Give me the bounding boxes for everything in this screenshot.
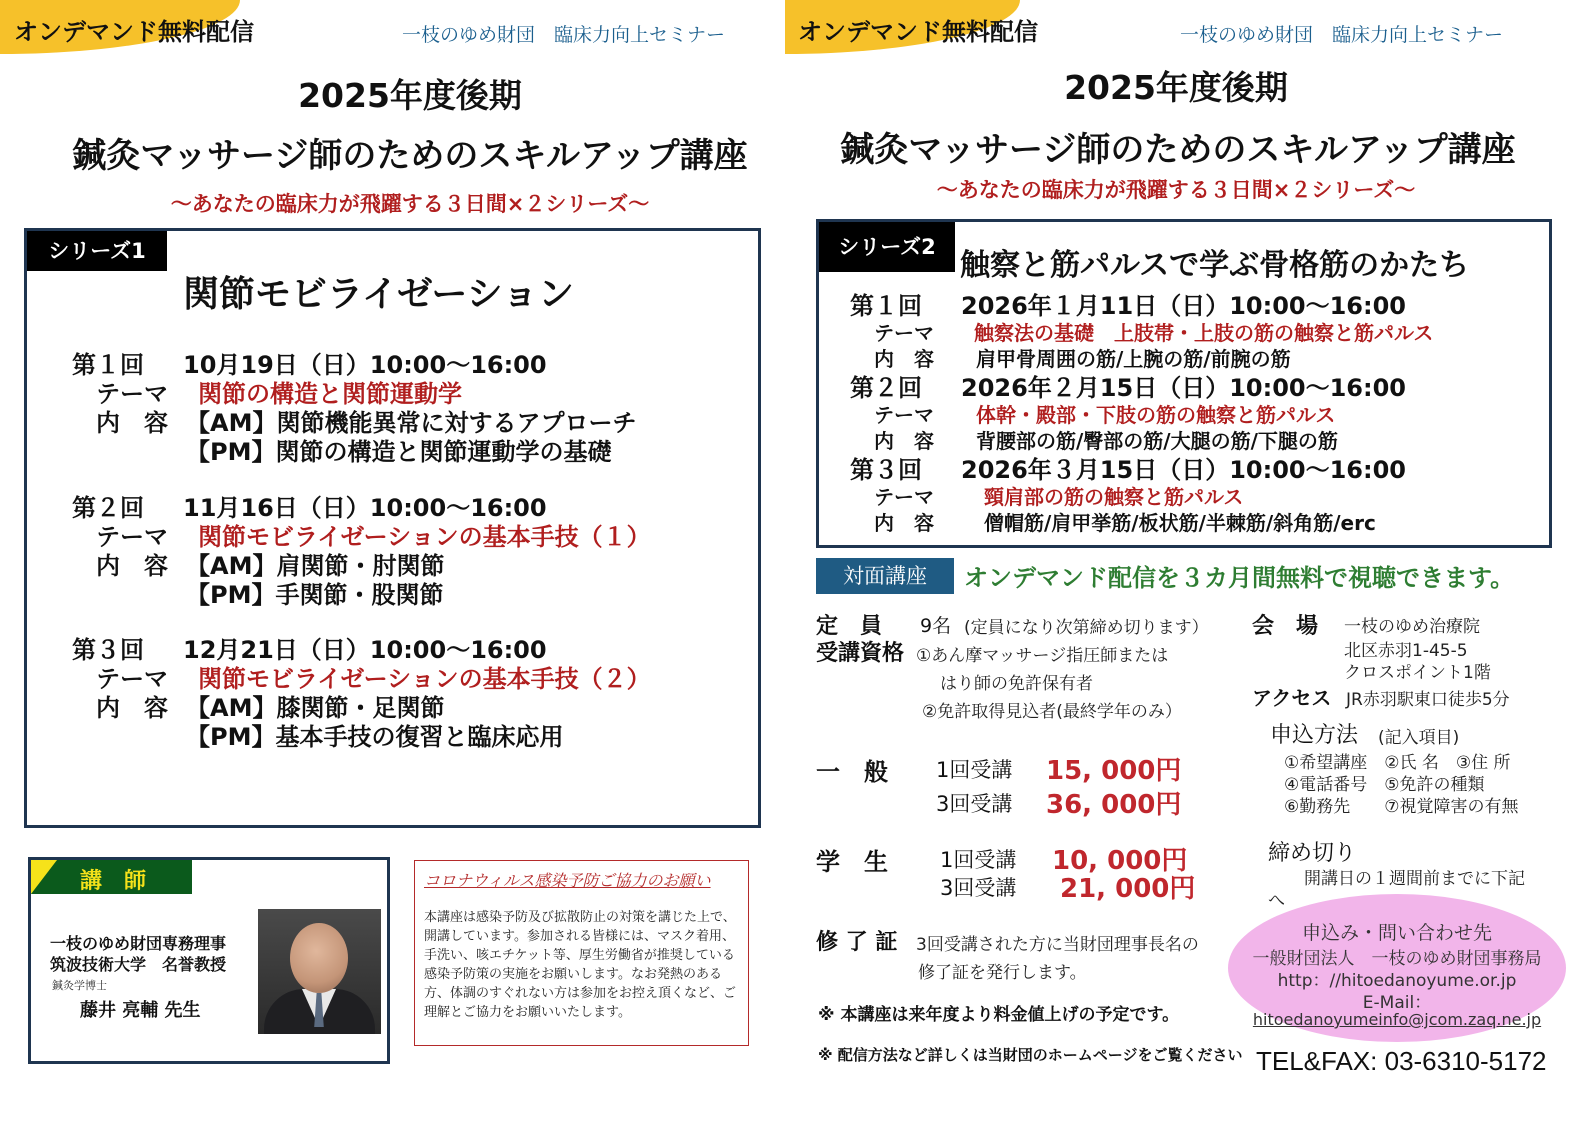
session-pm: 【PM】関節の構造と関節運動学の基礎 <box>186 438 612 466</box>
apply-label: 申込方法 <box>1270 723 1359 748</box>
general-thrice-label: 3回受講 <box>936 792 1013 816</box>
capacity-value: 9名 <box>920 615 952 637</box>
venue-3: クロスポイント1階 <box>1344 663 1491 683</box>
lecturer-label: 講 師 <box>80 869 147 894</box>
session-am: 【AM】膝関節・足関節 <box>186 694 445 722</box>
contact-tel: TEL&FAX: 03-6310-5172 <box>1256 1046 1547 1076</box>
session-theme: 関節モビライゼーションの基本手技（１） <box>198 523 651 551</box>
left-year: 2025年度後期 <box>298 76 522 115</box>
right-title: 鍼灸マッサージ師のためのスキルアップ講座 <box>840 130 1516 170</box>
student-thrice-price: 21, 000円 <box>1060 874 1196 904</box>
student-thrice-label: 3回受講 <box>940 876 1017 900</box>
theme-label: テーマ <box>96 665 168 693</box>
session-date: 11月16日（日）10:00～16:00 <box>183 494 547 522</box>
ondemand-text: オンデマンド配信を３カ月間無料で視聴できます。 <box>964 564 1515 592</box>
content-label: 内 容 <box>96 552 168 580</box>
content-label: 内 容 <box>96 694 168 722</box>
session-date: 2026年１月11日（日）10:00～16:00 <box>961 292 1406 320</box>
left-org: 一枝のゆめ財団 臨床力向上セミナー <box>402 24 726 46</box>
price-note: ※ 本講座は来年度より料金値上げの予定です。 <box>818 1005 1180 1025</box>
venue-2: 北区赤羽1-45-5 <box>1344 641 1468 661</box>
contact-org: 一般財団法人 一枝のゆめ財団事務局 <box>1252 949 1542 969</box>
venue-1: 一枝のゆめ治療院 <box>1344 617 1480 637</box>
access-label: アクセス <box>1252 686 1332 710</box>
session-content: 僧帽筋/肩甲挙筋/板状筋/半棘筋/斜角筋/erc <box>984 511 1376 535</box>
deadline-label: 締め切り <box>1268 841 1357 866</box>
content-label: 内 容 <box>874 511 934 535</box>
session-theme: 触察法の基礎 上肢帯・上肢の筋の触察と筋パルス <box>974 321 1434 345</box>
contact-title: 申込み・問い合わせ先 <box>1301 922 1492 944</box>
certificate-text-1: 3回受講された方に当財団理事長名の <box>916 935 1199 955</box>
lecturer-degree: 鍼灸学博士 <box>52 979 107 992</box>
qualification-1b: はり師の免許保有者 <box>940 674 1093 694</box>
session-date: 2026年２月15日（日）10:00～16:00 <box>961 374 1406 402</box>
format-label: 対面講座 <box>816 558 954 594</box>
content-label: 内 容 <box>874 347 934 371</box>
session-am: 【AM】肩関節・肘関節 <box>186 552 445 580</box>
left-series-title: 関節モビライゼーション <box>183 274 574 315</box>
access-value: JR赤羽駅東口徒歩5分 <box>1346 690 1510 710</box>
lecturer-label-accent <box>31 860 57 894</box>
apply-items-2: ④電話番号 ⑤免許の種類 <box>1284 775 1485 795</box>
session-content: 背腰部の筋/臀部の筋/大腿の筋/下腿の筋 <box>976 429 1338 453</box>
session-content: 肩甲骨周囲の筋/上腕の筋/前腕の筋 <box>976 347 1291 371</box>
student-once-price: 10, 000円 <box>1052 846 1188 876</box>
session-theme: 関節モビライゼーションの基本手技（２） <box>198 665 651 693</box>
apply-items-1: ①希望講座 ②氏 名 ③住 所 <box>1284 753 1511 773</box>
qualification-1: ①あん摩マッサージ指圧師または <box>916 646 1169 666</box>
lecturer-line1: 一枝のゆめ財団専務理事 <box>50 934 227 953</box>
session-am: 【AM】関節機能異常に対するアプローチ <box>186 409 637 437</box>
lecturer-photo <box>258 909 381 1034</box>
theme-label: テーマ <box>96 380 168 408</box>
left-title: 鍼灸マッサージ師のためのスキルアップ講座 <box>72 136 748 176</box>
left-subtitle: ～あなたの臨床力が飛躍する３日間×２シリーズ～ <box>170 192 650 216</box>
capacity-note: (定員になり次第締め切ります） <box>964 618 1209 638</box>
right-org: 一枝のゆめ財団 臨床力向上セミナー <box>1180 24 1504 46</box>
session-no: 第３回 <box>72 636 144 664</box>
contact-email[interactable]: hitoedanoyumeinfo@jcom.zaq.ne.jp <box>1252 1010 1542 1029</box>
session-no: 第１回 <box>72 351 144 379</box>
left-series-tag: シリーズ1 <box>27 231 167 271</box>
session-no: 第１回 <box>850 292 922 320</box>
apply-items-3: ⑥勤務先 ⑦視覚障害の有無 <box>1284 797 1519 817</box>
session-no: 第３回 <box>850 456 922 484</box>
deadline-text: 開講日の１週間前までに下記 <box>1304 869 1525 889</box>
lecturer-name: 藤井 亮輔 先生 <box>80 1000 201 1021</box>
right-year: 2025年度後期 <box>1064 68 1288 107</box>
venue-label: 会 場 <box>1252 614 1319 639</box>
student-once-label: 1回受講 <box>940 848 1017 872</box>
session-theme: 関節の構造と関節運動学 <box>198 380 462 408</box>
apply-sub: (記入項目) <box>1378 728 1460 748</box>
qualification-label: 受講資格 <box>816 641 905 666</box>
lecturer-line2: 筑波技術大学 名誉教授 <box>50 955 227 974</box>
session-date: 2026年３月15日（日）10:00～16:00 <box>961 456 1406 484</box>
right-badge: オンデマンド無料配信 <box>798 18 1038 46</box>
session-date: 12月21日（日）10:00～16:00 <box>183 636 547 664</box>
session-no: 第２回 <box>72 494 144 522</box>
certificate-text-2: 修了証を発行します。 <box>918 963 1087 983</box>
general-thrice-price: 36, 000円 <box>1046 790 1182 820</box>
certificate-label: 修 了 証 <box>816 930 898 955</box>
student-label: 学 生 <box>816 848 888 876</box>
right-series-title: 触察と筋パルスで学ぶ骨格筋のかたち <box>960 248 1470 283</box>
general-once-price: 15, 000円 <box>1046 756 1182 786</box>
session-pm: 【PM】手関節・股関節 <box>186 581 444 609</box>
session-theme: 体幹・殿部・下肢の筋の触察と筋パルス <box>976 403 1336 427</box>
theme-label: テーマ <box>874 403 934 427</box>
notice-title: コロナウィルス感染予防ご協力のお願い <box>424 871 711 890</box>
general-label: 一 般 <box>816 758 888 786</box>
right-subtitle: ～あなたの臨床力が飛躍する３日間×２シリーズ～ <box>936 178 1416 202</box>
session-theme: 頸肩部の筋の触察と筋パルス <box>984 485 1244 509</box>
content-label: 内 容 <box>874 429 934 453</box>
left-badge: オンデマンド無料配信 <box>14 18 254 46</box>
right-series-tag: シリーズ2 <box>819 222 955 272</box>
contact-email-label: E-Mail： <box>1362 993 1432 1013</box>
session-pm: 【PM】基本手技の復習と臨床応用 <box>186 723 564 751</box>
deadline-text-2: へ <box>1268 891 1285 911</box>
theme-label: テーマ <box>874 321 934 345</box>
contact-url[interactable]: http：//hitoedanoyume.or.jp <box>1277 971 1517 991</box>
theme-label: テーマ <box>874 485 934 509</box>
general-once-label: 1回受講 <box>936 758 1013 782</box>
content-label: 内 容 <box>96 409 168 437</box>
qualification-2: ②免許取得見込者(最終学年のみ） <box>922 702 1182 722</box>
notice-body: 本講座は感染予防及び拡散防止の対策を講じた上で、開講しています。参加される皆様には、マスク着用、手洗い、咳エチケット等、厚生労働省が推奨している感染予防策の実施をお願いします。なお発熱のある方、体調のすぐれない方は参加をお控え頂くなど、ご理解とご協力をお願いいたします。 <box>424 910 737 1020</box>
capacity-label: 定 員 <box>816 614 883 639</box>
session-no: 第２回 <box>850 374 922 402</box>
session-date: 10月19日（日）10:00～16:00 <box>183 351 547 379</box>
website-note: ※ 配信方法など詳しくは当財団のホームページをご覧ください <box>818 1046 1243 1064</box>
theme-label: テーマ <box>96 523 168 551</box>
